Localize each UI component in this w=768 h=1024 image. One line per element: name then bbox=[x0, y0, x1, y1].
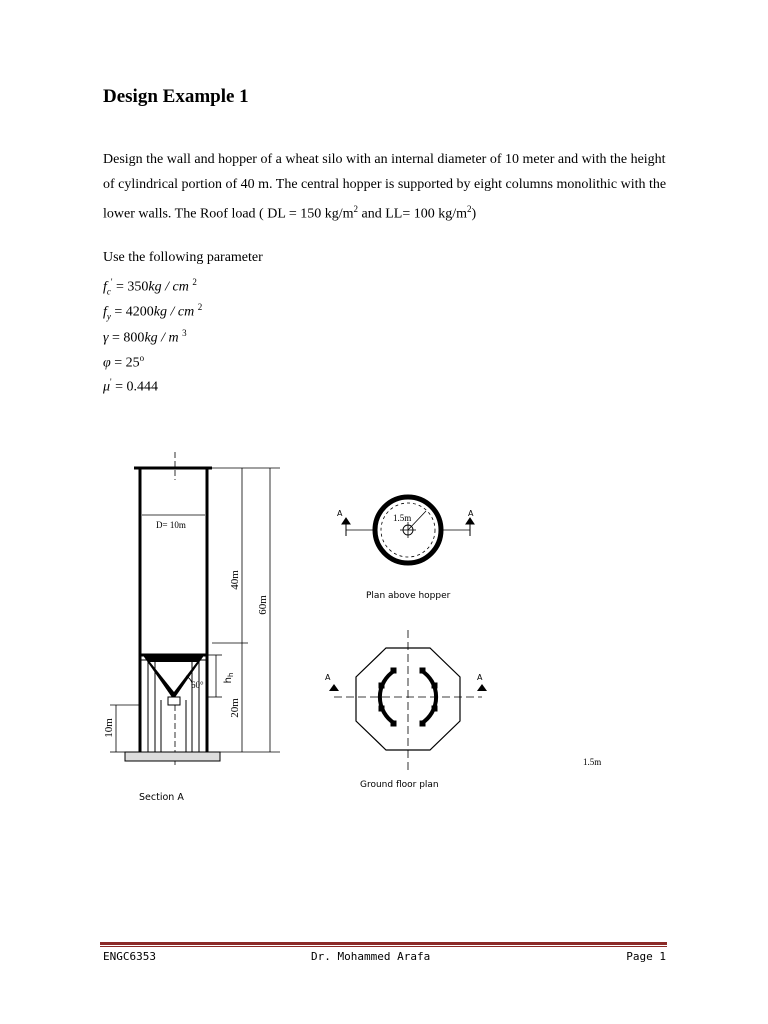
footer-page-number: Page 1 bbox=[626, 950, 666, 963]
cut-a-right-1: A bbox=[468, 509, 474, 518]
svg-text:hh: $h_h$ bbox=[223, 672, 235, 684]
param-gamma: γ = 800kg / m $^3$ bbox=[103, 328, 187, 346]
footer-course: ENGC6353 bbox=[103, 950, 156, 963]
plan-above-hopper-drawing bbox=[342, 497, 474, 563]
page-title: Design Example 1 bbox=[103, 86, 249, 107]
angle-label: 60° bbox=[191, 680, 204, 690]
param-fc: $f_c' = 350kg$ / cm $^2$ bbox=[103, 277, 197, 297]
cut-a-left-2: A bbox=[325, 673, 331, 682]
footer-rule-thick bbox=[100, 942, 667, 945]
dim-60-label: 60m bbox=[257, 595, 269, 615]
ground-plan-label: Ground floor plan bbox=[360, 780, 439, 790]
plan-above-label: Plan above hopper bbox=[366, 591, 451, 601]
dim-10-label: 10m bbox=[103, 718, 115, 738]
dim-40-label: 40m bbox=[229, 570, 241, 590]
footer-rule-thin bbox=[100, 946, 667, 947]
cut-a-right-2: A bbox=[477, 673, 483, 682]
param-mu: μ' = 0.444 bbox=[103, 377, 159, 395]
param-phi: $\varphi = 25^o$ bbox=[103, 353, 145, 371]
section-a-drawing bbox=[110, 452, 280, 765]
problem-statement: Design the wall and hopper of a wheat silo with an internal diameter of 10 meter and with the height of cylindrical portion of 40 m. The central hopper is supported by eight columns monolithic with the lower walls. The Roof load ( DL = 150 $kg/m^2$ and LL= 100 $kg/m^2$) bbox=[103, 152, 667, 222]
use-params-line: Use the following parameter bbox=[103, 250, 263, 265]
plan-radius-label: 1.5m bbox=[393, 513, 412, 523]
hh-label bbox=[223, 673, 235, 684]
ground-floor-plan-drawing bbox=[329, 630, 487, 770]
dim-20-label: 20m bbox=[229, 698, 241, 718]
diameter-label: D= 10m bbox=[156, 520, 186, 530]
stray-dimension-label: 1.5m bbox=[583, 757, 602, 767]
footer-author: Dr. Mohammed Arafa bbox=[311, 950, 431, 963]
silo-figure bbox=[0, 440, 768, 820]
section-a-label: Section A bbox=[139, 792, 184, 803]
param-fy: $f_y = 4200kg$ / cm $^2$ bbox=[103, 302, 203, 322]
cut-a-left-1: A bbox=[337, 509, 343, 518]
